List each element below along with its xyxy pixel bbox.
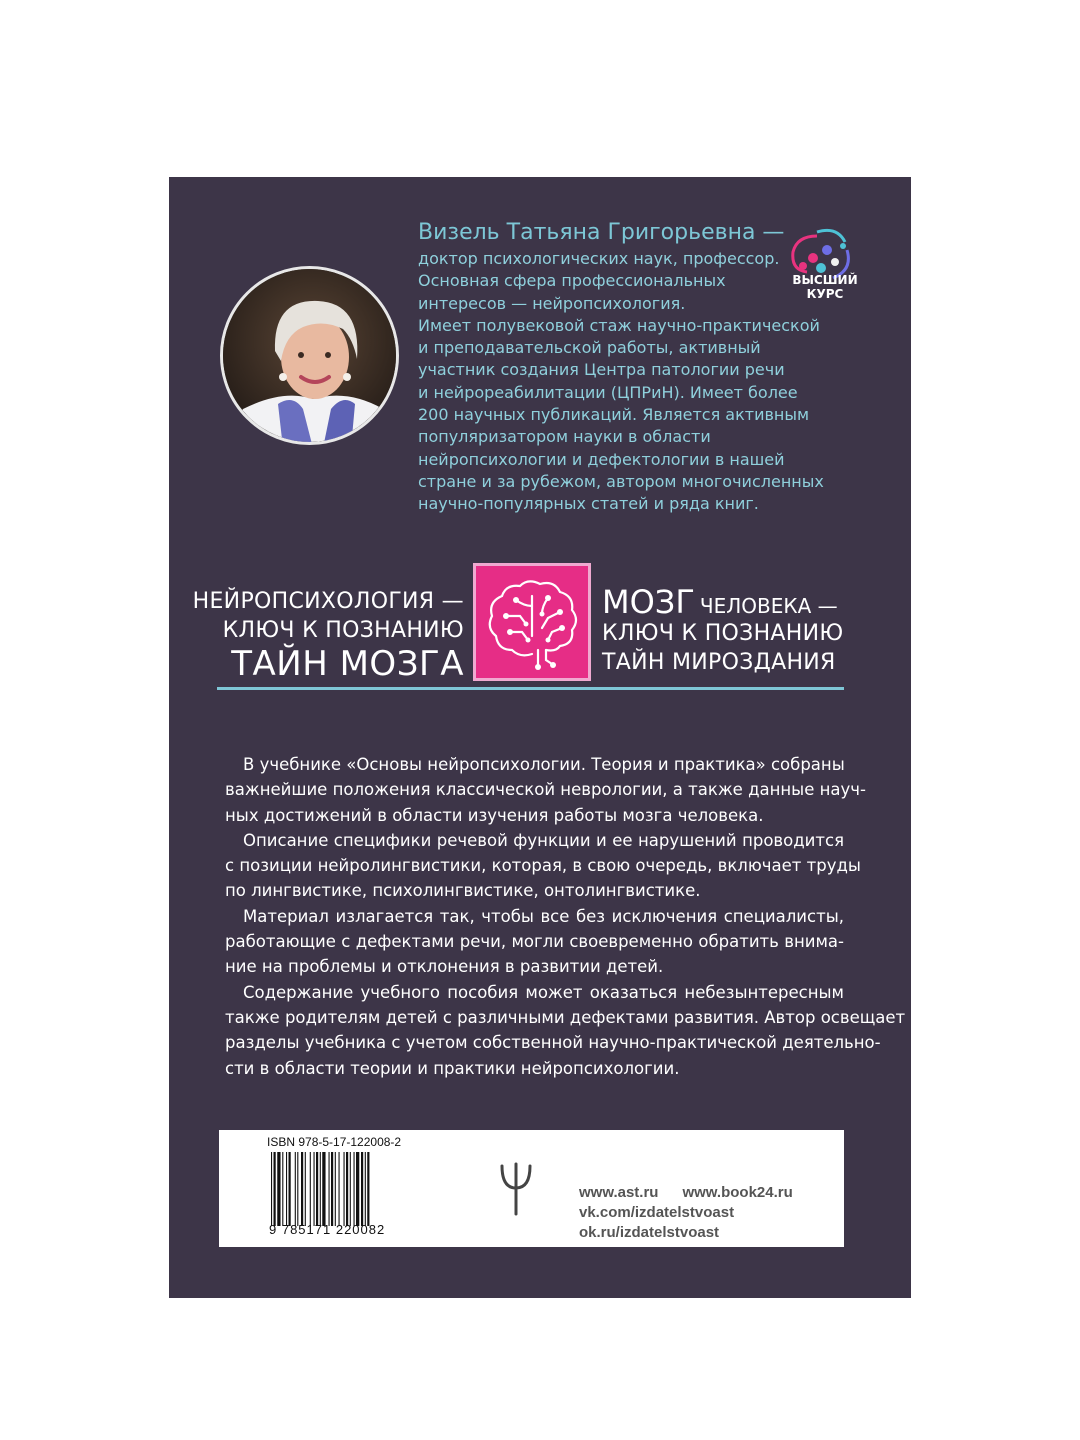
bio-line: и преподавательской работы, активный	[418, 338, 761, 358]
author-portrait	[220, 266, 399, 445]
book-description	[225, 752, 906, 1081]
banner-left-title: НЕЙРОПСИХОЛОГИЯ — КЛЮЧ К ПОЗНАНИЮ ТАЙН МОЗГА	[192, 589, 464, 684]
isbn-label: ISBN 978-5-17-122008-2	[267, 1135, 402, 1149]
link-ast[interactable]: www.ast.ru	[579, 1184, 659, 1201]
bio-line: доктор психологических наук, профессор.	[418, 249, 780, 268]
description-paragraph: В учебнике «Основы нейропсихологии. Теория и практика» собраны важнейшие положения классической неврологии, а также данные науч- ных достижений в области изучения работы мозга человека.	[225, 755, 866, 825]
barcode-digits: 9 785171 220082	[269, 1222, 386, 1237]
banner-right-title: МОЗГ ЧЕЛОВЕКА — КЛЮЧ К ПОЗНАНИЮ ТАЙН МИРОЗДАНИЯ	[602, 583, 844, 675]
author-name: Визель Татьяна Григорьевна —	[418, 220, 785, 245]
publisher-links	[579, 1183, 793, 1243]
book-back-cover	[169, 177, 911, 1298]
barcode-panel	[219, 1130, 844, 1247]
bio-line: стране и за рубежом, автором многочисленных	[418, 471, 824, 491]
bio-line: нейропсихологии и дефектологии в нашей	[418, 449, 785, 469]
banner-underline	[217, 687, 844, 690]
description-paragraph: Материал излагается так, чтобы все без исключения специалисты, работающие с дефектами речи, могли своевременно обратить внима- ние на проблемы и отклонения в развитии детей.	[225, 906, 844, 977]
description-paragraph: Содержание учебного пособия может оказаться небезынтересным также родителям детей с различными дефектами развития. Автор освещает разделы учебника с учетом собственной научно-практической деятельно- сти в области теории и практики нейропсихологии.	[225, 982, 906, 1078]
bio-line: участник создания Центра патологии речи	[418, 360, 785, 380]
bio-line: 200 научных публикаций. Является активным	[418, 405, 810, 425]
barcode-graphic	[269, 1152, 409, 1226]
bio-line: популяризатором науки в области	[418, 427, 711, 447]
link-vk[interactable]: vk.com/izdatelstvoast	[579, 1204, 735, 1221]
bio-line: научно-популярных статей и ряда книг.	[418, 494, 759, 514]
bio-line: и нейрореабилитации (ЦПРиН). Имеет более	[418, 382, 798, 402]
link-ok[interactable]: ok.ru/izdatelstvoast	[579, 1224, 720, 1241]
series-logo-text: ВЫСШИЙ КУРС	[792, 273, 858, 301]
bio-line: Имеет полувековой стаж научно-практической	[418, 315, 820, 335]
author-photo-graphic	[223, 269, 399, 445]
description-paragraph: Описание специфики речевой функции и ее нарушений проводится с позиции нейролингвистики, которая, в свою очередь, включает труды по лингвистике, психолингвистике, онтолингвистике.	[225, 830, 861, 901]
publisher-psi-logo-icon	[499, 1160, 533, 1216]
brain-circuit-icon	[476, 566, 588, 678]
brain-emblem	[473, 563, 591, 681]
bio-line: Основная сфера профессиональных	[418, 271, 726, 291]
author-bio	[418, 248, 838, 516]
bio-line: интересов — нейропсихология.	[418, 293, 686, 313]
link-book24[interactable]: www.book24.ru	[682, 1184, 793, 1201]
